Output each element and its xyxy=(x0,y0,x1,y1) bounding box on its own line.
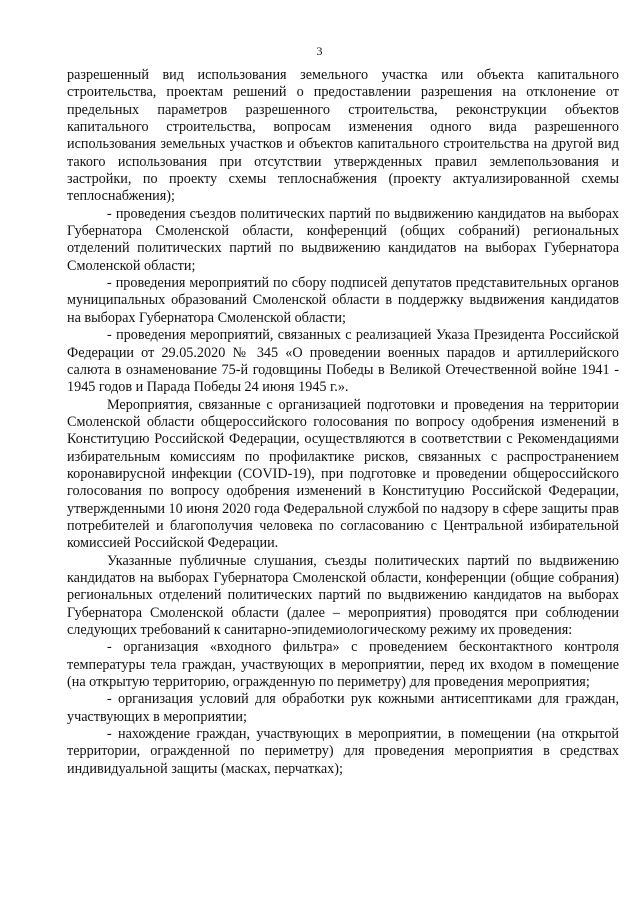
document-body xyxy=(67,67,619,778)
paragraph-zoning-continuation: разрешенный вид использования земельного участка или объекта капитального строительства, проектам решений о предоставлении разрешения на отклонение от предельных параметров разрешенного строительства, реконструкции объектов капитального строительства, вопросам изменения одного вида разрешенного использования земельных участков и объектов капитального строительства на другой вид такого использования при отсутствии утвержденных правил землепользования и застройки, по проекту схемы теплоснабжения (проекту актуализированной схемы теплоснабжения); xyxy=(67,67,619,205)
paragraph-entry-filter: - организация «входного фильтра» с проведением бесконтактного контроля температуры тела граждан, участвующих в мероприятии, перед их входом в помещение (на открытую территорию, огражденную по периметру) для проведения мероприятия; xyxy=(67,639,619,691)
paragraph-hand-sanitizing: - организация условий для обработки рук кожными антисептиками для граждан, участвующих в мероприятии; xyxy=(67,691,619,725)
paragraph-presidential-decree: - проведения мероприятий, связанных с реализацией Указа Президента Российской Федерации от 29.05.2020 № 345 «О проведении военных парадов и артиллерийского салюта в ознаменование 75-й годовщины Победы в Великой Отечественной войне 1941 - 1945 годов и Парада Победы 24 июня 1945 г.». xyxy=(67,327,619,396)
paragraph-hearings-requirements: Указанные публичные слушания, съезды политических партий по выдвижению кандидатов на выборах Губернатора Смоленской области, конференции (общие собрания) региональных отделений политических партий по выдвижению кандидатов на выборах Губернатора Смоленской области (далее – мероприятия) проводятся при соблюдении следующих требований к санитарно-эпидемиологическому режиму их проведения: xyxy=(67,552,619,638)
paragraph-protective-equipment: - нахождение граждан, участвующих в мероприятии, в помещении (на открытой территории, огражденной по периметру) для проведения мероприятия в средствах индивидуальной защиты (масках, перчатках); xyxy=(67,726,619,777)
paragraph-party-congresses: - проведения съездов политических партий по выдвижению кандидатов на выборах Губернатора Смоленской области, конференций (общих собраний) региональных отделений политических партий по выдвижению кандидатов на выборах Губернатора Смоленской области; xyxy=(67,205,619,274)
paragraph-signature-collection: - проведения мероприятий по сбору подписей депутатов представительных органов муниципальных образований Смоленской области в поддержку выдвижения кандидатов на выборах Губернатора Смоленской области; xyxy=(67,275,619,326)
paragraph-voting-measures: Мероприятия, связанные с организацией подготовки и проведения на территории Смоленской области общероссийского голосования по вопросу одобрения изменений в Конституцию Российской Федерации, осуществляются в соответствии с Рекомендациями избирательным комиссиям по профилактике рисков, связанных с распространением коронавирусной инфекции (COVID-19), при подготовке и проведении общероссийского голосования по вопросу одобрения изменений в Конституцию Российской Федерации, утвержденными 10 июня 2020 года Федеральной службой по надзору в сфере защиты прав потребителей и благополучия человека по согласованию с Центральной избирательной комиссией Российской Федерации. xyxy=(67,396,619,552)
page-number: 3 xyxy=(316,44,323,58)
